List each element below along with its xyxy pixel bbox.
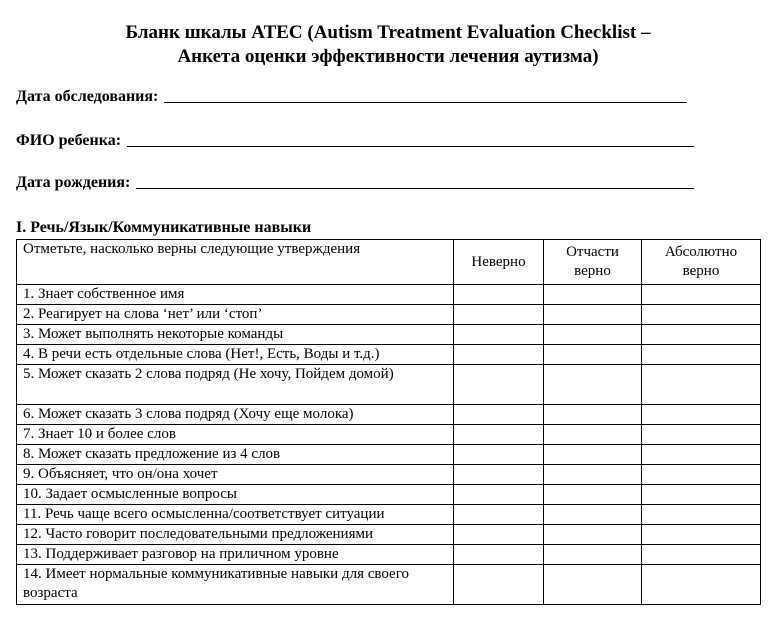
table-row: [17, 405, 761, 425]
answer-false-cell[interactable]: [454, 345, 544, 365]
exam-date-field: [16, 88, 687, 106]
item-statement: 12. Часто говорит последовательными предложениями: [17, 525, 454, 545]
answer-partly-true-cell[interactable]: [544, 525, 642, 545]
absolutely-true-header-line-1: Абсолютно: [664, 244, 738, 260]
answer-false-cell[interactable]: [454, 465, 544, 485]
answer-partly-true-cell[interactable]: [544, 285, 642, 305]
answer-partly-true-cell[interactable]: [544, 345, 642, 365]
child-name-label: ФИО ребенка:: [16, 132, 122, 149]
answer-false-cell[interactable]: [454, 525, 544, 545]
answer-absolutely-true-cell[interactable]: [642, 465, 761, 485]
answer-partly-true-cell[interactable]: [544, 445, 642, 465]
answer-false-cell[interactable]: [454, 545, 544, 565]
answer-false-cell[interactable]: [454, 285, 544, 305]
table-row: [17, 565, 761, 605]
table-row: [17, 305, 761, 325]
answer-false-cell[interactable]: [454, 505, 544, 525]
answer-absolutely-true-cell[interactable]: [642, 485, 761, 505]
answer-false-cell[interactable]: [454, 325, 544, 345]
answer-false-cell[interactable]: [454, 405, 544, 425]
answer-partly-true-cell[interactable]: [544, 505, 642, 525]
answer-partly-true-cell[interactable]: [544, 305, 642, 325]
item-statement: 14. Имеет нормальные коммуникативные навыки для своего возраста: [17, 565, 454, 605]
answer-false-cell[interactable]: [454, 365, 544, 405]
item-statement: 2. Реагирует на слова ‘нет’ или ‘стоп’: [17, 305, 454, 325]
item-statement: 11. Речь чаще всего осмысленна/соответствует ситуации: [17, 505, 454, 525]
absolutely-true-column-header: [642, 240, 761, 285]
answer-partly-true-cell[interactable]: [544, 485, 642, 505]
answer-absolutely-true-cell[interactable]: [642, 285, 761, 305]
answer-absolutely-true-cell[interactable]: [642, 545, 761, 565]
table-row: [17, 345, 761, 365]
item-statement: 13. Поддерживает разговор на приличном уровне: [17, 545, 454, 565]
statement-column-header: Отметьте, насколько верны следующие утверждения: [17, 240, 454, 285]
answer-absolutely-true-cell[interactable]: [642, 445, 761, 465]
child-name-field: [16, 132, 694, 150]
partly-true-header-line-2: верно: [574, 263, 611, 279]
item-statement: 10. Задает осмысленные вопросы: [17, 485, 454, 505]
child-name-blank-line[interactable]: [127, 132, 694, 147]
answer-partly-true-cell[interactable]: [544, 465, 642, 485]
answer-false-cell[interactable]: [454, 305, 544, 325]
answer-partly-true-cell[interactable]: [544, 365, 642, 405]
item-statement: 4. В речи есть отдельные слова (Нет!, Есть, Воды и т.д.): [17, 345, 454, 365]
answer-partly-true-cell[interactable]: [544, 565, 642, 605]
table-row: [17, 445, 761, 465]
answer-absolutely-true-cell[interactable]: [642, 525, 761, 545]
answer-absolutely-true-cell[interactable]: [642, 505, 761, 525]
item-statement: 6. Может сказать 3 слова подряд (Хочу еще молока): [17, 405, 454, 425]
table-row: [17, 365, 761, 405]
answer-partly-true-cell[interactable]: [544, 545, 642, 565]
answer-absolutely-true-cell[interactable]: [642, 565, 761, 605]
answer-false-cell[interactable]: [454, 425, 544, 445]
absolutely-true-header-line-2: верно: [682, 263, 720, 279]
false-column-header: Неверно: [454, 240, 544, 285]
table-row: [17, 325, 761, 345]
table-row: [17, 465, 761, 485]
form-title-line-1: Бланк шкалы ATEC (Autism Treatment Evaluation Checklist –: [125, 22, 651, 43]
answer-partly-true-cell[interactable]: [544, 425, 642, 445]
answer-absolutely-true-cell[interactable]: [642, 345, 761, 365]
exam-date-label: Дата обследования:: [16, 88, 159, 105]
item-statement: 7. Знает 10 и более слов: [17, 425, 454, 445]
item-statement: 5. Может сказать 2 слова подряд (Не хочу, Пойдем домой): [17, 365, 454, 405]
partly-true-column-header: [544, 240, 642, 285]
answer-absolutely-true-cell[interactable]: [642, 305, 761, 325]
item-statement: 1. Знает собственное имя: [17, 285, 454, 305]
answer-absolutely-true-cell[interactable]: [642, 365, 761, 405]
table-row: [17, 505, 761, 525]
birth-date-field: [16, 174, 694, 192]
table-row: [17, 425, 761, 445]
partly-true-header-line-1: Отчасти: [566, 244, 619, 260]
table-row: [17, 485, 761, 505]
birth-date-label: Дата рождения:: [16, 174, 131, 191]
item-statement: 9. Объясняет, что он/она хочет: [17, 465, 454, 485]
birth-date-blank-line[interactable]: [136, 174, 694, 189]
checklist-table: [16, 239, 761, 605]
exam-date-blank-line[interactable]: [164, 88, 687, 103]
table-header-row: [17, 240, 761, 285]
item-statement: 3. Может выполнять некоторые команды: [17, 325, 454, 345]
table-row: [17, 525, 761, 545]
item-statement: 8. Может сказать предложение из 4 слов: [17, 445, 454, 465]
answer-false-cell[interactable]: [454, 485, 544, 505]
table-row: [17, 285, 761, 305]
answer-absolutely-true-cell[interactable]: [642, 405, 761, 425]
section-title: I. Речь/Язык/Коммуникативные навыки: [16, 219, 312, 236]
answer-false-cell[interactable]: [454, 445, 544, 465]
table-row: [17, 545, 761, 565]
answer-absolutely-true-cell[interactable]: [642, 325, 761, 345]
answer-partly-true-cell[interactable]: [544, 325, 642, 345]
answer-absolutely-true-cell[interactable]: [642, 425, 761, 445]
answer-false-cell[interactable]: [454, 565, 544, 605]
answer-partly-true-cell[interactable]: [544, 405, 642, 425]
form-title-line-2: Анкета оценки эффективности лечения аутизма): [177, 46, 599, 67]
